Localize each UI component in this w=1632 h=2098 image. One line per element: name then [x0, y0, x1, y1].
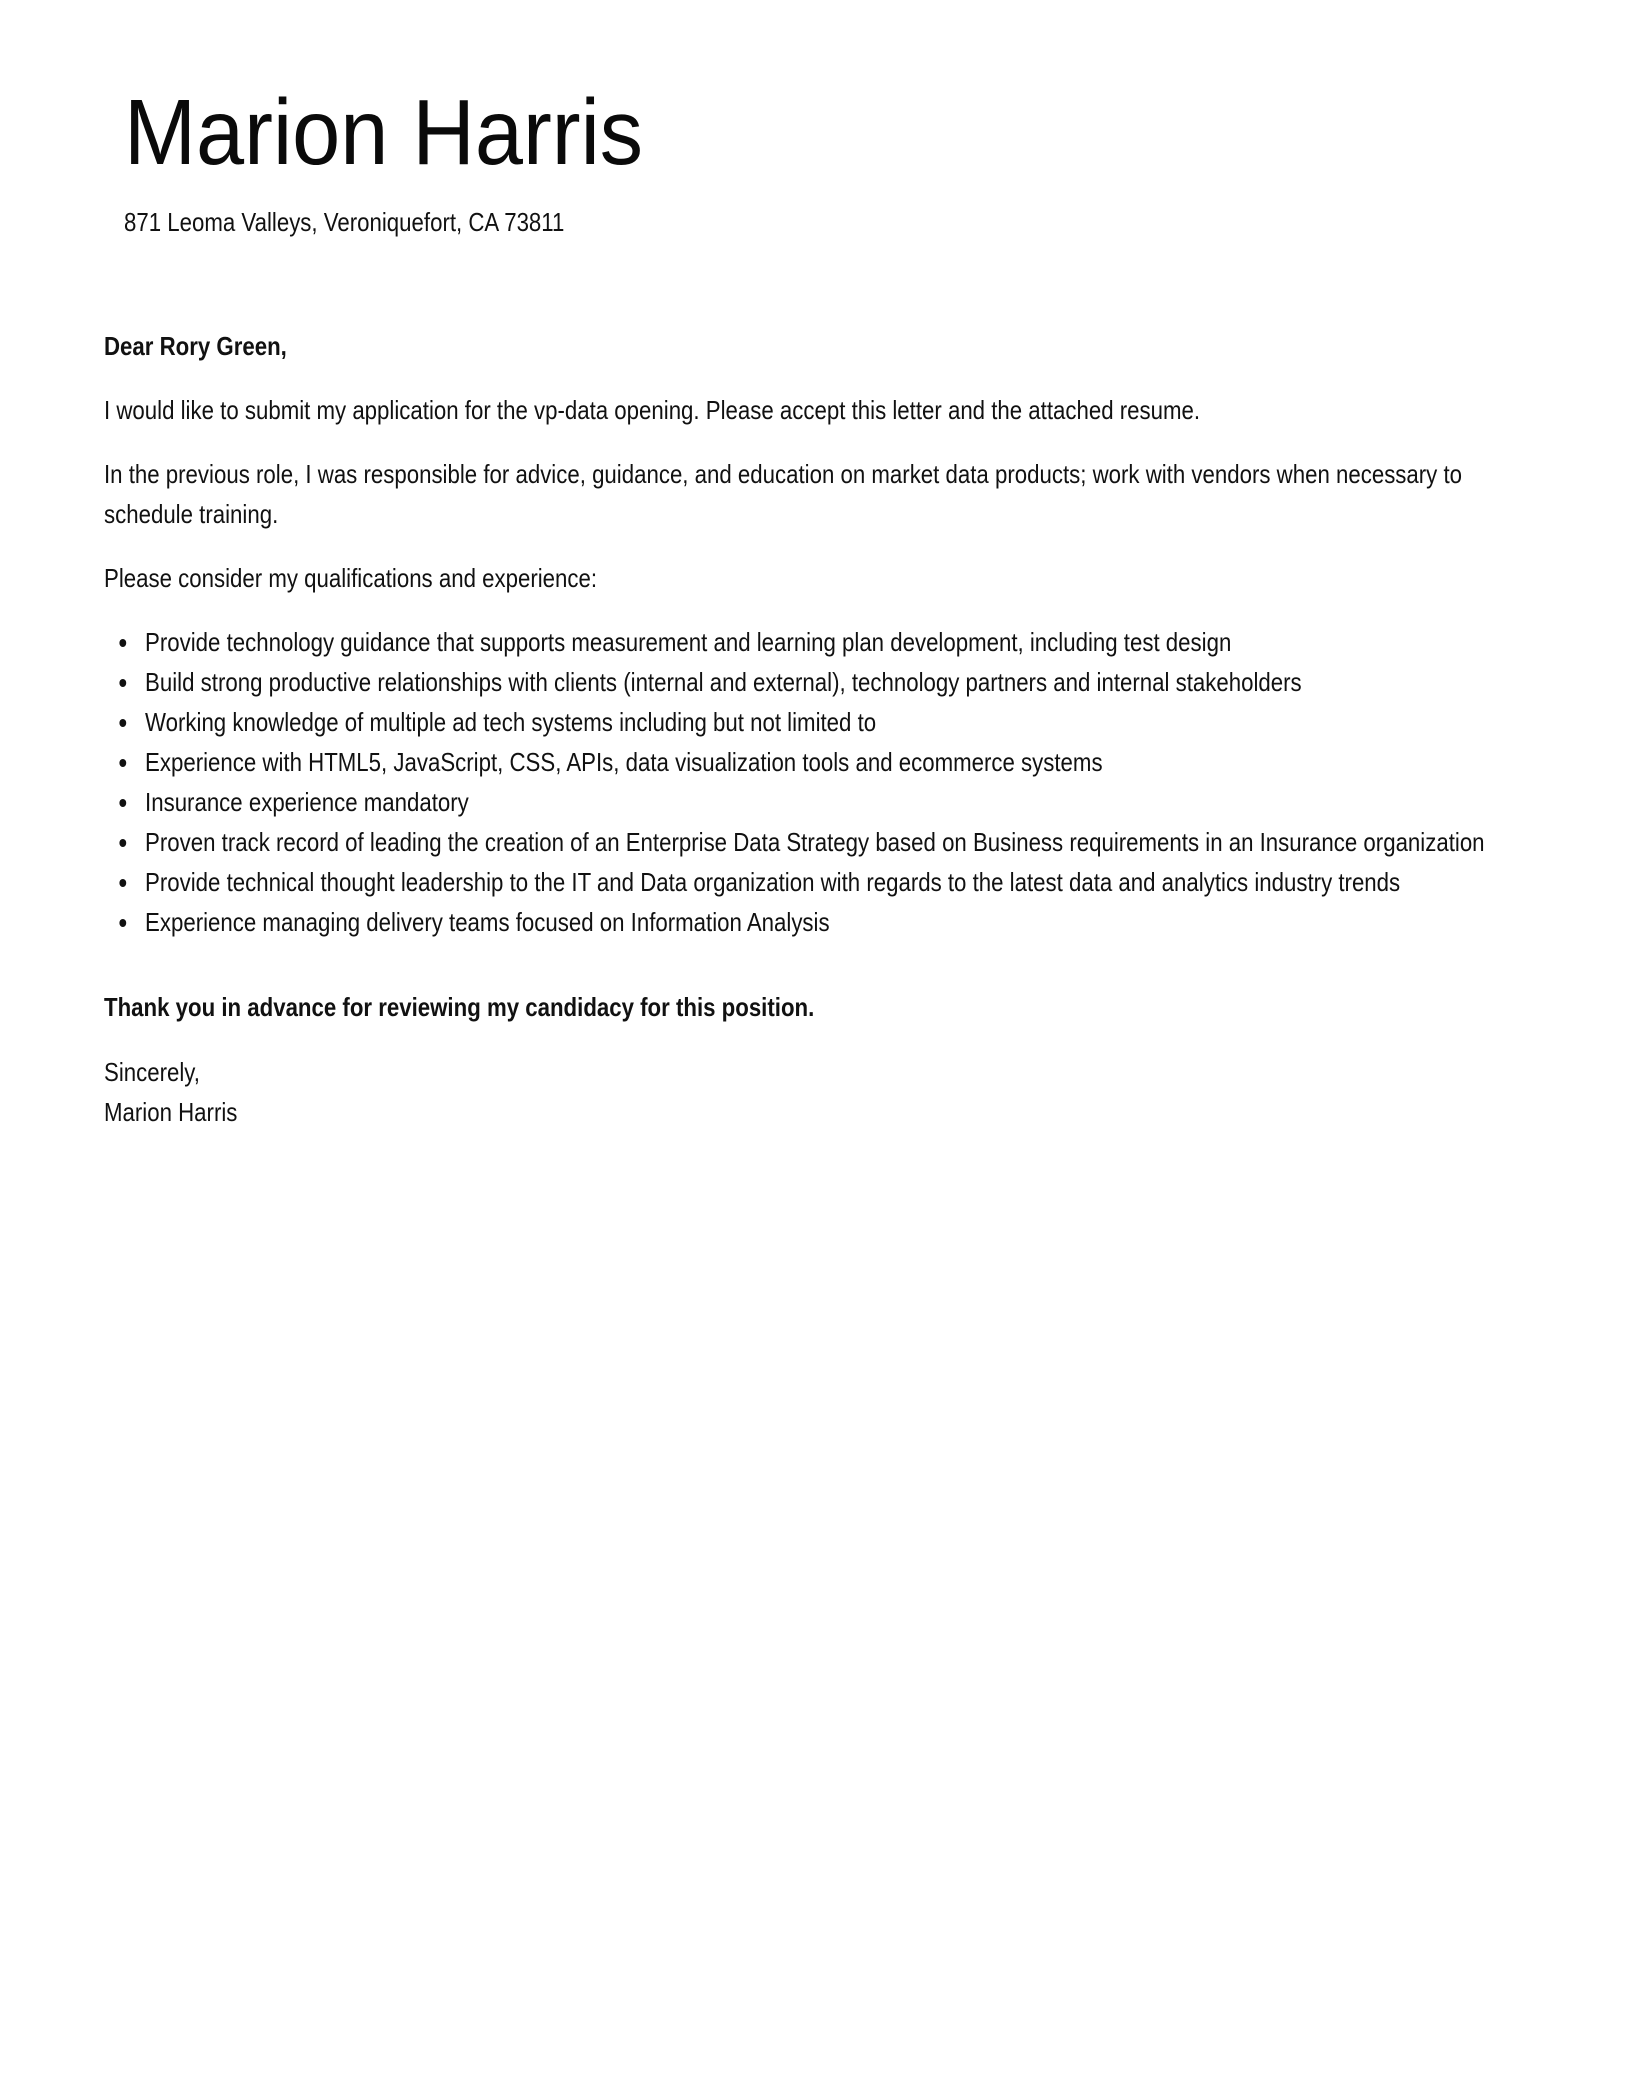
qualifications-list: [104, 622, 1528, 942]
letter-body: [104, 326, 1528, 1132]
list-item-text: Provide technical thought leadership to the IT and Data organization with regards to the latest data and analytics industry trends: [145, 867, 1401, 897]
greeting: Dear Rory Green,: [104, 331, 287, 361]
signoff: Sincerely,: [104, 1057, 200, 1087]
bullet-icon: [119, 799, 126, 807]
list-item: [145, 782, 1528, 822]
intro-paragraph: I would like to submit my application for the vp-data opening. Please accept this letter and the attached resume.: [104, 395, 1201, 425]
bullet-icon: [119, 639, 126, 647]
bullet-icon: [119, 679, 126, 687]
list-item-text: Experience managing delivery teams focused on Information Analysis: [145, 907, 830, 937]
list-item-text: Build strong productive relationships with clients (internal and external), technology partners and internal stakeholders: [145, 667, 1302, 697]
bullet-icon: [119, 919, 126, 927]
bullet-icon: [119, 759, 126, 767]
list-item: [145, 822, 1528, 862]
list-item: [145, 662, 1528, 702]
applicant-name: Marion Harris: [124, 80, 644, 184]
list-item-text: Provide technology guidance that supports measurement and learning plan development, including test design: [145, 627, 1232, 657]
closing-line: Thank you in advance for reviewing my candidacy for this position.: [104, 992, 815, 1022]
applicant-address: 871 Leoma Valleys, Veroniquefort, CA 73811: [124, 207, 565, 237]
list-item: [145, 862, 1528, 902]
signoff-block: [104, 1052, 1528, 1132]
list-item: [145, 902, 1528, 942]
list-item-text: Proven track record of leading the creation of an Enterprise Data Strategy based on Business requirements in an Insurance organization: [145, 827, 1485, 857]
qualifications-intro: Please consider my qualifications and experience:: [104, 563, 598, 593]
list-item: [145, 742, 1528, 782]
list-item: [145, 702, 1528, 742]
list-item-text: Insurance experience mandatory: [145, 787, 469, 817]
list-item-text: Experience with HTML5, JavaScript, CSS, APIs, data visualization tools and ecommerce systems: [145, 747, 1103, 777]
bullet-icon: [119, 719, 126, 727]
bullet-icon: [119, 839, 126, 847]
list-item-text: Working knowledge of multiple ad tech systems including but not limited to: [145, 707, 877, 737]
experience-paragraph: In the previous role, I was responsible for advice, guidance, and education on market data products; work with vendors when necessary to schedule training.: [104, 459, 1463, 529]
list-item: [145, 622, 1528, 662]
signature-name: Marion Harris: [104, 1097, 238, 1127]
bullet-icon: [119, 879, 126, 887]
